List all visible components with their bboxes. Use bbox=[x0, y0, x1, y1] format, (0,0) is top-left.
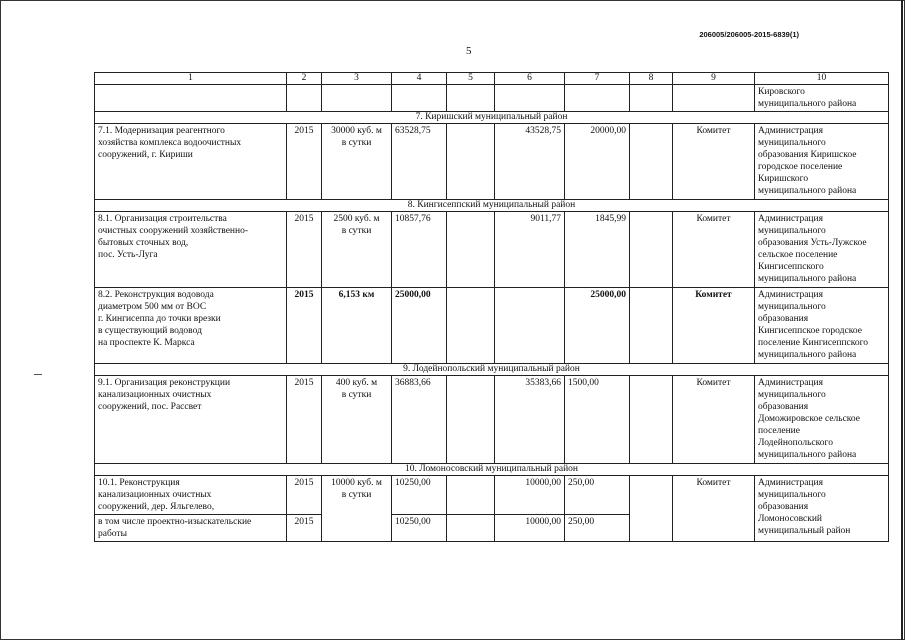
section-heading-7: 7. Киришский муниципальный район bbox=[95, 112, 889, 124]
measure-name: 9.1. Организация реконструкции канализационных очистных сооружений, пос. Рассвет bbox=[95, 376, 287, 464]
col6-cell: 10000,00 bbox=[495, 515, 565, 542]
total-cell: 10250,00 bbox=[392, 515, 447, 542]
recipient-cell: Администрация муниципального образования Кингисеппское городское поселение Кингисеппского муниципального района bbox=[755, 288, 889, 364]
col-header-3: 3 bbox=[322, 73, 392, 85]
year-cell: 2015 bbox=[287, 376, 322, 464]
table-row-8-2 bbox=[95, 288, 889, 364]
col8-cell bbox=[630, 212, 673, 288]
year-cell: 2015 bbox=[287, 288, 322, 364]
col7-cell: 1500,00 bbox=[565, 376, 630, 464]
col5-cell bbox=[447, 288, 495, 364]
col6-cell: 9011,77 bbox=[495, 212, 565, 288]
section-heading-9: 9. Лодейнопольский муниципальный район bbox=[95, 364, 889, 376]
capacity-cell: 10000 куб. м в сутки bbox=[322, 476, 392, 542]
col-header-6: 6 bbox=[495, 73, 565, 85]
section-heading-10: 10. Ломоносовский муниципальный район bbox=[95, 464, 889, 476]
recipient-cell: Администрация муниципального образования Ломоносовский муниципальный район bbox=[755, 476, 889, 542]
capacity-cell: 2500 куб. м в сутки bbox=[322, 212, 392, 288]
col-header-2: 2 bbox=[287, 73, 322, 85]
col8-cell bbox=[630, 476, 673, 542]
year-cell: 2015 bbox=[287, 212, 322, 288]
measure-name: 10.1. Реконструкция канализационных очистных сооружений, дер. Яльгелево, bbox=[95, 476, 287, 515]
total-cell: 10857,76 bbox=[392, 212, 447, 288]
recipient-cell: Кировского муниципального района bbox=[755, 85, 889, 112]
col7-cell: 250,00 bbox=[565, 476, 630, 515]
table-row-9-1 bbox=[95, 376, 889, 464]
capacity-cell: 6,153 км bbox=[322, 288, 392, 364]
measure-name: 7.1. Модернизация реагентного хозяйства комплекса водоочистных сооружений, г. Кириши bbox=[95, 124, 287, 200]
year-cell: 2015 bbox=[287, 515, 322, 542]
executor-cell: Комитет bbox=[673, 212, 755, 288]
document-id: 206005/206005-2015-6839(1) bbox=[699, 30, 799, 39]
measure-name: 8.2. Реконструкция водовода диаметром 500 мм от ВОС г. Кингисеппа до точки врезки в существующий водовод на проспекте К. Маркса bbox=[95, 288, 287, 364]
measure-name: 8.1. Организация строительства очистных сооружений хозяйственно- бытовых сточных вод, пос. Усть-Луга bbox=[95, 212, 287, 288]
col5-cell bbox=[447, 476, 495, 515]
total-cell: 10250,00 bbox=[392, 476, 447, 515]
measure-name: в том числе проектно-изыскательские работы bbox=[95, 515, 287, 542]
table-row-8-1 bbox=[95, 212, 889, 288]
col-header-10: 10 bbox=[755, 73, 889, 85]
total-cell: 25000,00 bbox=[392, 288, 447, 364]
year-cell: 2015 bbox=[287, 124, 322, 200]
page-number: 5 bbox=[466, 45, 472, 57]
col-header-5: 5 bbox=[447, 73, 495, 85]
col7-cell: 25000,00 bbox=[565, 288, 630, 364]
recipient-cell: Администрация муниципального образования Доможировское сельское поселение Лодейнопольского муниципального района bbox=[755, 376, 889, 464]
col7-cell: 20000,00 bbox=[565, 124, 630, 200]
col8-cell bbox=[630, 376, 673, 464]
col5-cell bbox=[447, 124, 495, 200]
col8-cell bbox=[630, 288, 673, 364]
col-header-7: 7 bbox=[565, 73, 630, 85]
col5-cell bbox=[447, 376, 495, 464]
col-header-8: 8 bbox=[630, 73, 673, 85]
col-header-1: 1 bbox=[95, 73, 287, 85]
col6-cell: 35383,66 bbox=[495, 376, 565, 464]
executor-cell: Комитет bbox=[673, 124, 755, 200]
col-header-9: 9 bbox=[673, 73, 755, 85]
column-numbers-row bbox=[95, 73, 889, 85]
recipient-cell: Администрация муниципального образования Киришское городское поселение Киришского муниципального района bbox=[755, 124, 889, 200]
col5-cell bbox=[447, 515, 495, 542]
recipient-cell: Администрация муниципального образования Усть-Лужское сельское поселение Кингисеппского муниципального района bbox=[755, 212, 889, 288]
table-row-7-1 bbox=[95, 124, 889, 200]
col-header-4: 4 bbox=[392, 73, 447, 85]
continuation-row bbox=[95, 85, 889, 112]
total-cell: 63528,75 bbox=[392, 124, 447, 200]
capacity-cell: 30000 куб. м в сутки bbox=[322, 124, 392, 200]
executor-cell: Комитет bbox=[673, 476, 755, 542]
section-heading-8: 8. Кингисеппский муниципальный район bbox=[95, 200, 889, 212]
margin-mark bbox=[34, 374, 42, 375]
executor-cell: Комитет bbox=[673, 376, 755, 464]
col6-cell bbox=[495, 288, 565, 364]
capacity-cell: 400 куб. м в сутки bbox=[322, 376, 392, 464]
program-table bbox=[94, 72, 889, 542]
col6-cell: 10000,00 bbox=[495, 476, 565, 515]
col7-cell: 1845,99 bbox=[565, 212, 630, 288]
col6-cell: 43528,75 bbox=[495, 124, 565, 200]
total-cell: 36883,66 bbox=[392, 376, 447, 464]
page-edge bbox=[901, 0, 903, 640]
col8-cell bbox=[630, 124, 673, 200]
year-cell: 2015 bbox=[287, 476, 322, 515]
col5-cell bbox=[447, 212, 495, 288]
executor-cell: Комитет bbox=[673, 288, 755, 364]
table-row-10-1 bbox=[95, 476, 889, 515]
col7-cell: 250,00 bbox=[565, 515, 630, 542]
